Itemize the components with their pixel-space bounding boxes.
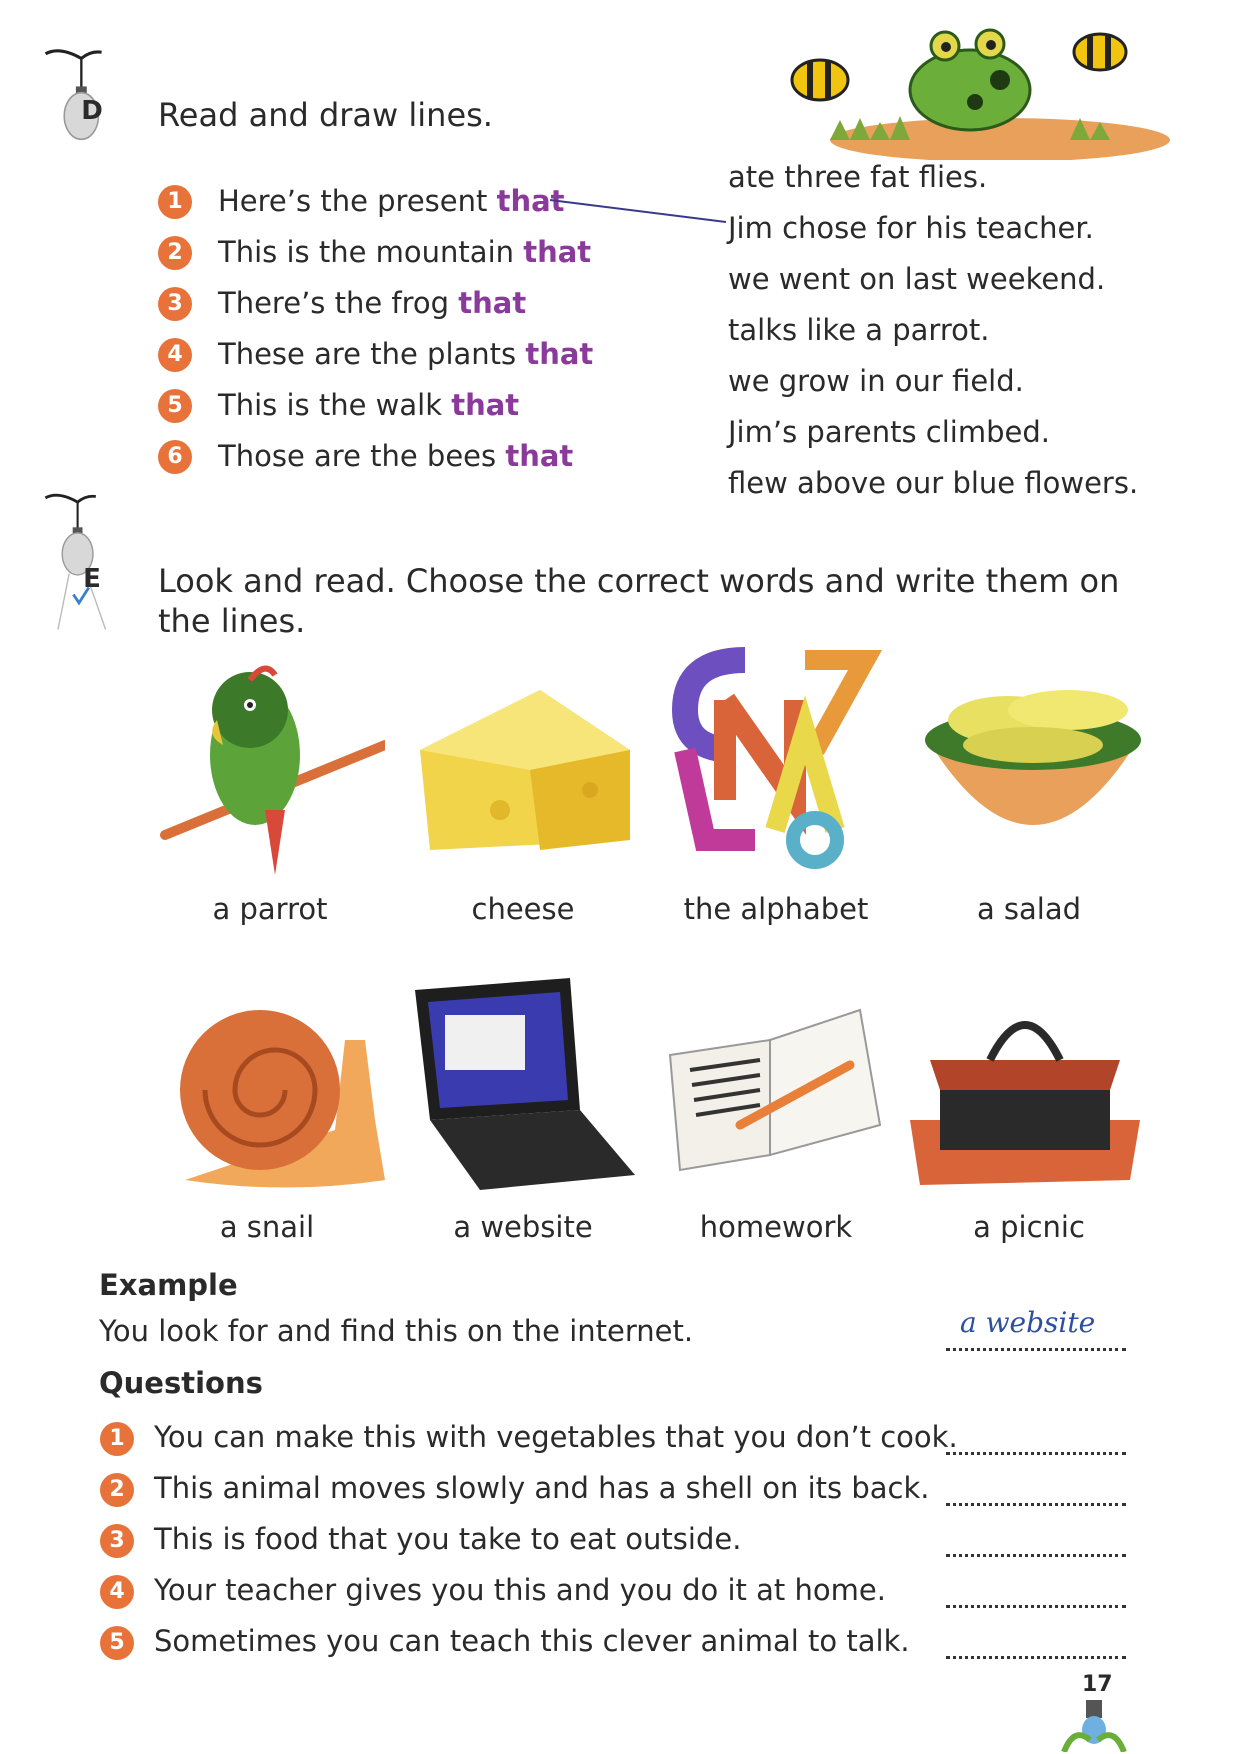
example-heading: Example (99, 1268, 238, 1302)
answer-line[interactable] (946, 1605, 1126, 1608)
picture-label: the alphabet (683, 892, 869, 926)
ending-2[interactable]: Jim chose for his teacher. (728, 211, 1094, 245)
picture-label: a snail (219, 1210, 315, 1244)
sentence-3[interactable] (218, 286, 526, 320)
sentence-text: There’s the frog (218, 286, 450, 320)
answer-line[interactable] (946, 1656, 1126, 1659)
picture-label: a website (453, 1210, 593, 1244)
ending-5[interactable]: we grow in our field. (728, 364, 1024, 398)
frog-and-bees-illustration (770, 10, 1170, 160)
example-answer-line (946, 1348, 1126, 1351)
number-badge: 2 (100, 1473, 134, 1507)
salad-illustration (918, 650, 1148, 880)
keyword-that: that (451, 388, 520, 422)
sentence-text: Those are the bees (218, 439, 497, 473)
book-illustration (660, 995, 890, 1225)
picture-label: a salad (976, 892, 1082, 926)
question-2: This animal moves slowly and has a shell on its back. (154, 1471, 930, 1505)
ending-4[interactable]: talks like a parrot. (728, 313, 990, 347)
number-badge: 1 (158, 185, 192, 219)
lightbulb-e-icon (44, 488, 114, 638)
picture-label: homework (699, 1210, 853, 1244)
section-d-letter: D (81, 96, 103, 126)
number-badge: 3 (158, 287, 192, 321)
ending-1[interactable]: ate three fat flies. (728, 160, 988, 194)
number-badge: 6 (158, 440, 192, 474)
question-3: This is food that you take to eat outside. (154, 1522, 742, 1556)
picnic-basket-illustration (910, 980, 1140, 1210)
sentence-1[interactable] (218, 184, 565, 218)
section-e-instruction-line2: the lines. (158, 602, 306, 640)
sentence-text: This is the mountain (218, 235, 515, 269)
keyword-that: that (496, 184, 565, 218)
questions-heading: Questions (99, 1366, 263, 1400)
picture-label: a parrot (212, 892, 328, 926)
number-badge: 4 (158, 338, 192, 372)
page-number: 17 (1082, 1672, 1113, 1697)
section-e-instruction-line1: Look and read. Choose the correct words and write them on (158, 562, 1120, 600)
parrot-illustration (155, 650, 385, 880)
answer-line[interactable] (946, 1503, 1126, 1506)
ending-6[interactable]: Jim’s parents climbed. (728, 415, 1050, 449)
ending-3[interactable]: we went on last weekend. (728, 262, 1106, 296)
sentence-text: This is the walk (218, 388, 443, 422)
ending-7[interactable]: flew above our blue flowers. (728, 466, 1139, 500)
keyword-that: that (505, 439, 574, 473)
sentence-4[interactable] (218, 337, 593, 371)
sentence-2[interactable] (218, 235, 591, 269)
sentence-text: These are the plants (218, 337, 517, 371)
example-answer: a website (960, 1306, 1096, 1339)
sentence-6[interactable] (218, 439, 573, 473)
number-badge: 5 (100, 1626, 134, 1660)
keyword-that: that (525, 337, 594, 371)
number-badge: 2 (158, 236, 192, 270)
sentence-text: Here’s the present (218, 184, 488, 218)
lightbulb-d-icon (44, 20, 114, 170)
connecting-line (548, 196, 728, 228)
number-badge: 3 (100, 1524, 134, 1558)
answer-line[interactable] (946, 1452, 1126, 1455)
number-badge: 4 (100, 1575, 134, 1609)
section-e-letter: E (83, 564, 101, 594)
number-badge: 1 (100, 1422, 134, 1456)
keyword-that: that (458, 286, 527, 320)
snail-illustration (165, 980, 395, 1210)
alphabet-illustration (665, 640, 895, 870)
picture-label: a picnic (973, 1210, 1085, 1244)
cheese-illustration (410, 660, 640, 890)
keyword-that: that (523, 235, 592, 269)
sentence-5[interactable] (218, 388, 519, 422)
picture-label: cheese (471, 892, 575, 926)
example-text: You look for and find this on the internet. (99, 1314, 694, 1348)
plant-lamp-icon (1054, 1696, 1134, 1752)
section-d-instruction: Read and draw lines. (158, 96, 493, 134)
laptop-illustration (410, 970, 640, 1200)
question-4: Your teacher gives you this and you do it at home. (154, 1573, 886, 1607)
question-1: You can make this with vegetables that you don’t cook. (154, 1420, 958, 1454)
question-5: Sometimes you can teach this clever animal to talk. (154, 1624, 910, 1658)
answer-line[interactable] (946, 1554, 1126, 1557)
number-badge: 5 (158, 389, 192, 423)
